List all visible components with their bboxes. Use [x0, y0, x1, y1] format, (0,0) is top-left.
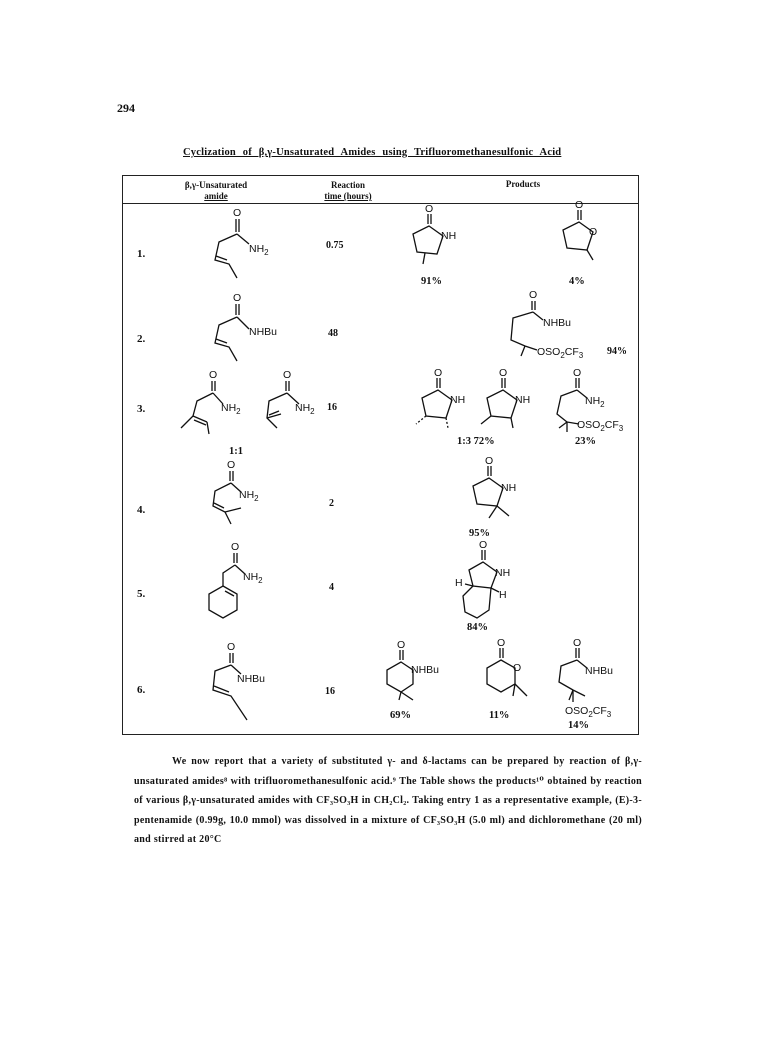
entry-1-amide-structure	[209, 204, 279, 284]
nh2-label: $NH_2$	[249, 243, 269, 257]
entry-4-amide-structure	[203, 456, 278, 526]
nh2-label: $NH_2$	[243, 571, 263, 585]
nhbu-label: NHBu	[543, 317, 572, 329]
carbonyl-o: O	[573, 367, 582, 379]
h-label-right: H	[499, 589, 507, 601]
h-label-left: H	[455, 577, 463, 589]
nh-label: NH	[495, 567, 511, 579]
header-products: Products	[505, 179, 541, 189]
ring-o: O	[513, 662, 522, 674]
nhbu-label: NHBu	[249, 326, 278, 338]
entry-3-trans-lactam-structure	[408, 366, 478, 434]
entry-3-amide-b-structure	[255, 366, 330, 436]
paragraph-text: We now report that a variety of substituted γ- and δ-lactams can be prepared by reaction of β,γ-unsaturated amides⁸ with trifluoromethanesulfonic acid.⁹ The Table shows the products¹⁰ obtained by reaction of various β,γ-unsaturated amides with CF₃SO₃H in CH₂Cl₂. Taking entry 1 as a representative example, (E)-3-pentenamide (0.99g, 10.0 mmol) was dissolved in a mixture of CF₃SO₃H (5.0 ml) and dichloromethane (20 ml) and stirred at 20°C	[134, 756, 642, 845]
nh2-label: $NH_2$	[295, 402, 315, 416]
entry-4-yield: 95%	[469, 528, 490, 539]
entry-3-amide-ratio: 1:1	[229, 446, 243, 457]
otf-label: $OSO_2CF_3$	[565, 705, 612, 719]
entry-3-number: 3.	[137, 403, 146, 415]
carbonyl-o: O	[397, 639, 406, 651]
table-caption: Cyclization of β,γ-Unsaturated Amides using Trifluoromethanesulfonic Acid	[183, 147, 562, 158]
results-table	[122, 175, 639, 735]
carbonyl-o: O	[529, 289, 538, 301]
nh-label: NH	[501, 482, 517, 494]
entry-6-amide-structure	[203, 638, 303, 722]
entry-4-lactam-structure	[463, 454, 533, 524]
nh2-label: $NH_2$	[239, 489, 259, 503]
header-time-line1: Reaction	[331, 180, 365, 190]
otf-label: $OSO_2CF_3$	[537, 346, 584, 360]
page-number: 294	[117, 101, 135, 115]
entry-1-lactam-structure	[403, 202, 463, 274]
carbonyl-o: O	[209, 369, 218, 381]
entry-3-yield-triflate: 23%	[575, 436, 596, 447]
entry-2-time: 48	[328, 328, 338, 339]
entry-2-number: 2.	[137, 333, 146, 345]
carbonyl-o: O	[227, 641, 236, 653]
header-time-line2: time (hours)	[324, 191, 372, 201]
carbonyl-o: O	[233, 292, 242, 304]
entry-6-yield-lactone: 11%	[489, 710, 510, 721]
entry-6-yield-triflate: 14%	[568, 720, 589, 731]
carbonyl-o: O	[233, 207, 242, 219]
entry-3-time: 16	[327, 402, 337, 413]
nh-label: NH	[515, 394, 531, 406]
carbonyl-o: O	[227, 459, 236, 471]
carbonyl-o: O	[497, 637, 506, 649]
header-amide	[161, 180, 271, 202]
entry-5-amide-structure	[203, 538, 283, 634]
entry-6-yield-lactam: 69%	[390, 710, 411, 721]
entry-4-number: 4.	[137, 504, 146, 516]
entry-3-yield-lactams: 1:3 72%	[457, 436, 495, 447]
entry-6-time: 16	[325, 686, 335, 697]
entry-1-yield-lactam: 91%	[421, 276, 442, 287]
carbonyl-o: O	[499, 367, 508, 379]
entry-5-yield: 84%	[467, 622, 488, 633]
nh-label: NH	[450, 394, 466, 406]
nhbu-label: NHBu	[411, 664, 440, 676]
entry-1-yield-lactone: 4%	[569, 276, 585, 287]
carbonyl-o: O	[425, 203, 434, 215]
entry-6-delta-lactam-structure	[373, 638, 463, 708]
entry-3-cis-lactam-structure	[473, 366, 543, 434]
body-paragraph	[134, 752, 642, 850]
entry-1-time: 0.75	[326, 240, 344, 251]
entry-6-delta-lactone-structure	[477, 636, 547, 708]
header-amide-line2: amide	[204, 191, 228, 201]
carbonyl-o: O	[479, 539, 488, 551]
entry-1-number: 1.	[137, 248, 146, 260]
entry-3-amide-a-structure	[173, 366, 248, 436]
header-amide-line1: β,γ-Unsaturated	[184, 180, 248, 190]
nh2-label: $NH_2$	[221, 402, 241, 416]
entry-6-number: 6.	[137, 684, 146, 696]
entry-2-yield: 94%	[607, 346, 627, 357]
entry-5-time: 4	[329, 582, 334, 593]
carbonyl-o: O	[434, 367, 443, 379]
carbonyl-o: O	[573, 637, 582, 649]
carbonyl-o: O	[575, 199, 584, 211]
otf-label: $OSO_2CF_3$	[577, 419, 624, 433]
entry-5-number: 5.	[137, 588, 146, 600]
carbonyl-o: O	[485, 455, 494, 467]
entry-4-time: 2	[329, 498, 334, 509]
entry-3-triflate-structure	[539, 366, 639, 436]
nh-label: NH	[441, 230, 457, 242]
entry-5-bicyclic-lactam-structure	[453, 538, 533, 634]
header-time	[308, 180, 388, 202]
entry-1-lactone-structure	[553, 198, 613, 270]
nhbu-label: NHBu	[237, 673, 266, 685]
entry-6-triflate-structure	[547, 636, 647, 722]
carbonyl-o: O	[231, 541, 240, 553]
carbonyl-o: O	[283, 369, 292, 381]
nhbu-label: NHBu	[585, 665, 614, 677]
nh2-label: $NH_2$	[585, 395, 605, 409]
ring-o: O	[589, 226, 598, 238]
entry-2-amide-structure	[209, 289, 299, 369]
